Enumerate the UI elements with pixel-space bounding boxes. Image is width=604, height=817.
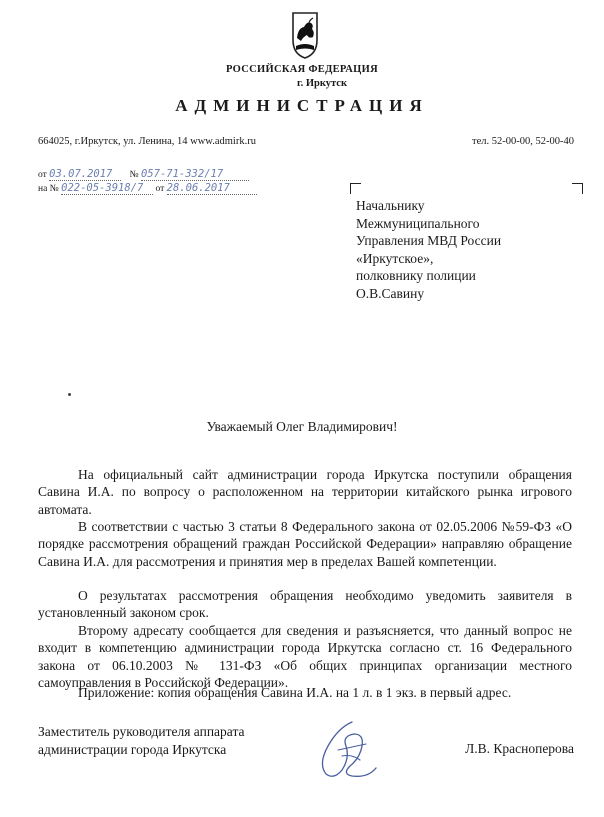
federation-heading: РОССИЙСКАЯ ФЕДЕРАЦИЯ bbox=[226, 64, 378, 75]
reference-registration bbox=[38, 182, 257, 195]
reference-from-label: от bbox=[155, 184, 165, 194]
from-date: 03.07.2017 bbox=[49, 168, 121, 181]
city-heading: г. Иркутск bbox=[297, 78, 347, 89]
signature-icon bbox=[312, 716, 382, 791]
addressee-line: Межмуниципального bbox=[356, 215, 480, 231]
stray-dot bbox=[68, 393, 71, 396]
addressee-line: полковнику полиции bbox=[356, 268, 476, 283]
reference-label: на № bbox=[38, 184, 59, 194]
outgoing-registration bbox=[38, 168, 249, 181]
signer-position bbox=[38, 723, 245, 759]
from-label: от bbox=[38, 170, 47, 180]
administration-title: АДМИНИСТРАЦИЯ bbox=[175, 96, 429, 115]
signer-name: Л.В. Красноперова bbox=[465, 741, 574, 756]
body-paragraph-1: На официальный сайт администрации города Иркутска поступили обращения Савина И.А. по вопросу о расположенном на территории китайского рынка игрового автомата. bbox=[38, 467, 572, 517]
number-label: № bbox=[129, 170, 139, 180]
addressee-line: «Иркутское», bbox=[356, 250, 434, 266]
addressee-line: Управления МВД России bbox=[356, 233, 502, 248]
signer-position-line: администрации города Иркутска bbox=[38, 742, 227, 757]
reference-date: 28.06.2017 bbox=[167, 182, 257, 195]
addressee-block bbox=[356, 197, 501, 302]
attachment-note: Приложение: копия обращения Савина И.А. на 1 л. в 1 экз. в первый адрес. bbox=[78, 685, 512, 700]
phone-line: тел. 52-00-00, 52-00-40 bbox=[472, 136, 574, 147]
body-paragraph-2: В соответствии с частью 3 статьи 8 Федерального закона от 02.05.2006 №59-ФЗ «О порядке рассмотрения обращений граждан Российской Федерации» направляю обращение Савина И.А. для рассмотрения и принятия мер в пределах Вашей компетенции. bbox=[38, 519, 572, 569]
addressee-corner-left bbox=[350, 183, 361, 194]
signer-position-line: Заместитель руководителя аппарата bbox=[38, 724, 245, 739]
reference-number: 022-05-3918/7 bbox=[61, 182, 153, 195]
greeting: Уважаемый Олег Владимирович! bbox=[206, 419, 398, 434]
body-paragraph-3: О результатах рассмотрения обращения необходимо уведомить заявителя в установленный законом срок. bbox=[38, 588, 572, 621]
body-paragraph-4: Второму адресату сообщается для сведения и разъясняется, что данный вопрос не входит в компетенцию администрации города Иркутска согласно ст. 16 Федерального закона от 06.10.2003 № 131-ФЗ «Об общих принципах организации местного самоуправления в Российской Федерации». bbox=[38, 623, 572, 690]
addressee-corner-right bbox=[572, 183, 583, 194]
addressee-line: Начальнику bbox=[356, 198, 425, 213]
address-line: 664025, г.Иркутск, ул. Ленина, 14 www.admirk.ru bbox=[38, 136, 256, 147]
outgoing-number: 057-71-332/17 bbox=[141, 168, 249, 181]
addressee-line: О.В.Савину bbox=[356, 285, 425, 301]
coat-of-arms-icon bbox=[290, 10, 320, 60]
